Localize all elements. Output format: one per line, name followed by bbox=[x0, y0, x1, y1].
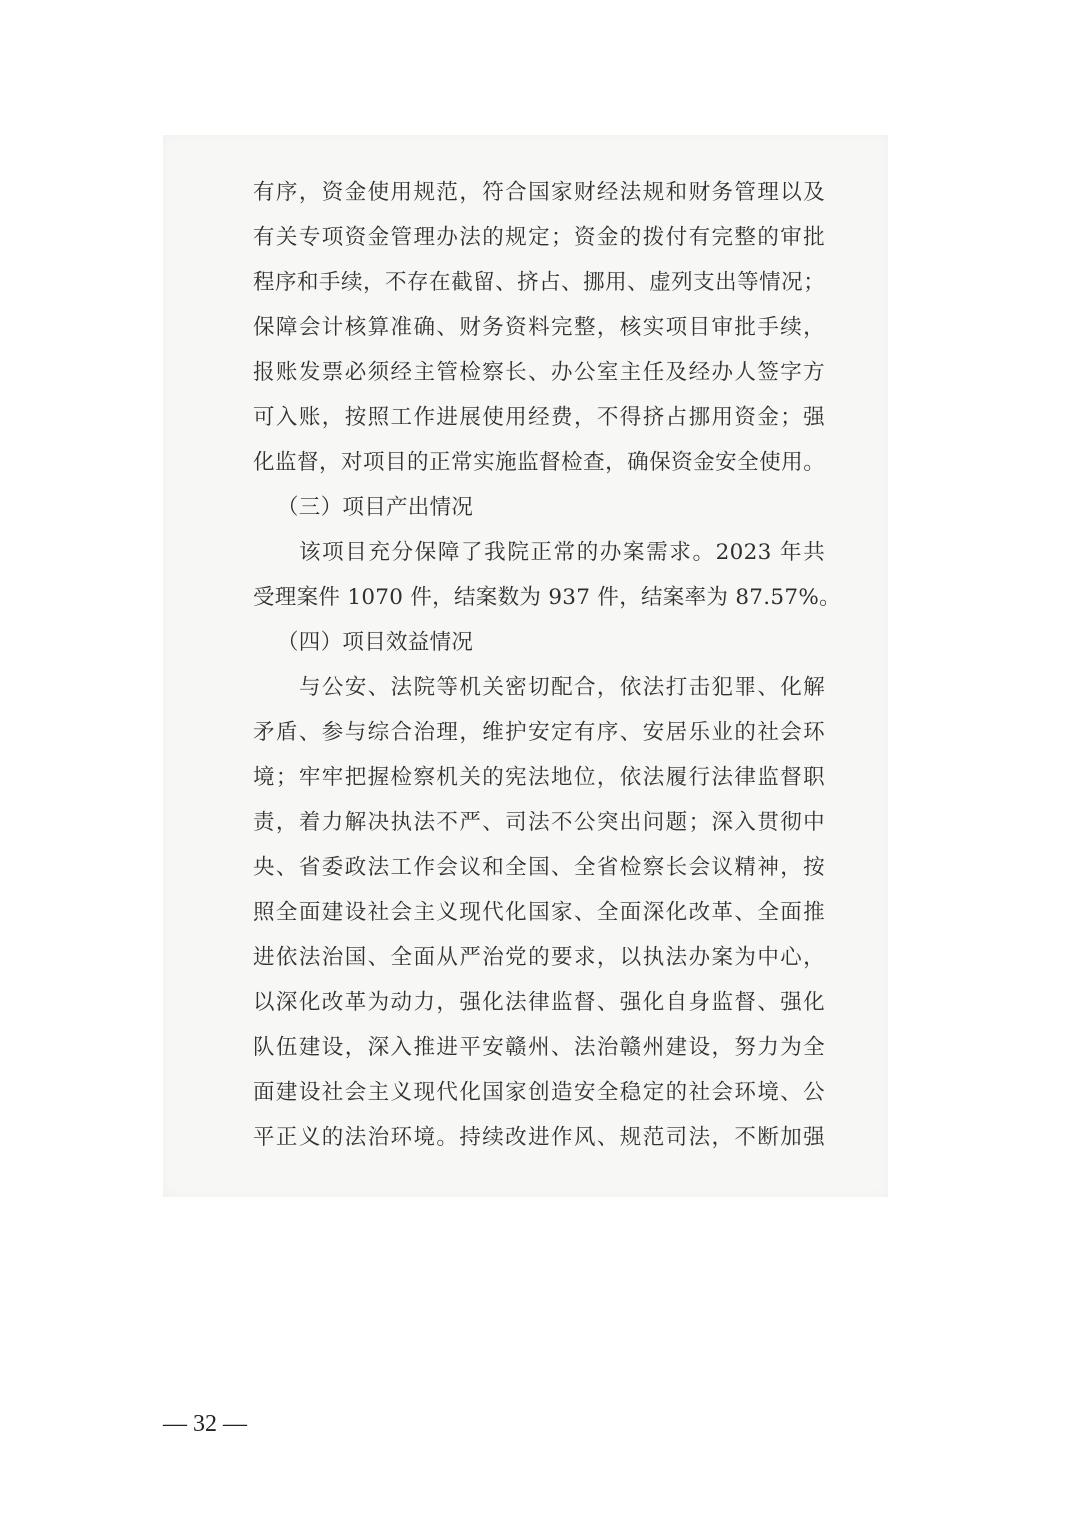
section-heading: （三）项目产出情况 bbox=[277, 495, 474, 520]
body-line: 以深化改革为动力，强化法律监督、强化自身监督、强化 bbox=[253, 990, 825, 1015]
page-number: — 32 — bbox=[163, 1411, 247, 1437]
body-line: 矛盾、参与综合治理，维护安定有序、安居乐业的社会环 bbox=[253, 720, 825, 745]
section-heading: （四）项目效益情况 bbox=[277, 630, 474, 655]
body-line: 受理案件 1070 件，结案数为 937 件，结案率为 87.57%。 bbox=[253, 585, 841, 610]
body-line: 平正义的法治环境。持续改进作风、规范司法，不断加强 bbox=[253, 1125, 825, 1150]
body-line: 程序和手续，不存在截留、挤占、挪用、虚列支出等情况； bbox=[253, 270, 825, 295]
body-line: 队伍建设，深入推进平安赣州、法治赣州建设，努力为全 bbox=[253, 1035, 825, 1060]
document-body bbox=[253, 170, 841, 1160]
body-line: 保障会计核算准确、财务资料完整，核实项目审批手续， bbox=[253, 315, 825, 340]
paragraph-first-line: 与公安、法院等机关密切配合，依法打击犯罪、化解 bbox=[299, 675, 825, 700]
body-line: 进依法治国、全面从严治党的要求，以执法办案为中心， bbox=[253, 945, 825, 970]
body-line: 境；牢牢把握检察机关的宪法地位，依法履行法律监督职 bbox=[253, 765, 825, 790]
body-line: 报账发票必须经主管检察长、办公室主任及经办人签字方 bbox=[253, 360, 825, 385]
body-line: 可入账，按照工作进展使用经费，不得挤占挪用资金；强 bbox=[253, 405, 825, 430]
body-line: 照全面建设社会主义现代化国家、全面深化改革、全面推 bbox=[253, 900, 825, 925]
body-line: 面建设社会主义现代化国家创造安全稳定的社会环境、公 bbox=[253, 1080, 825, 1105]
body-line: 化监督，对项目的正常实施监督检查，确保资金安全使用。 bbox=[253, 450, 825, 475]
body-line: 有序，资金使用规范，符合国家财经法规和财务管理以及 bbox=[253, 180, 825, 205]
body-line: 责，着力解决执法不严、司法不公突出问题；深入贯彻中 bbox=[253, 810, 825, 835]
body-line: 央、省委政法工作会议和全国、全省检察长会议精神，按 bbox=[253, 855, 825, 880]
paragraph-first-line: 该项目充分保障了我院正常的办案需求。2023 年共 bbox=[299, 540, 825, 565]
body-line: 有关专项资金管理办法的规定；资金的拨付有完整的审批 bbox=[253, 225, 825, 250]
